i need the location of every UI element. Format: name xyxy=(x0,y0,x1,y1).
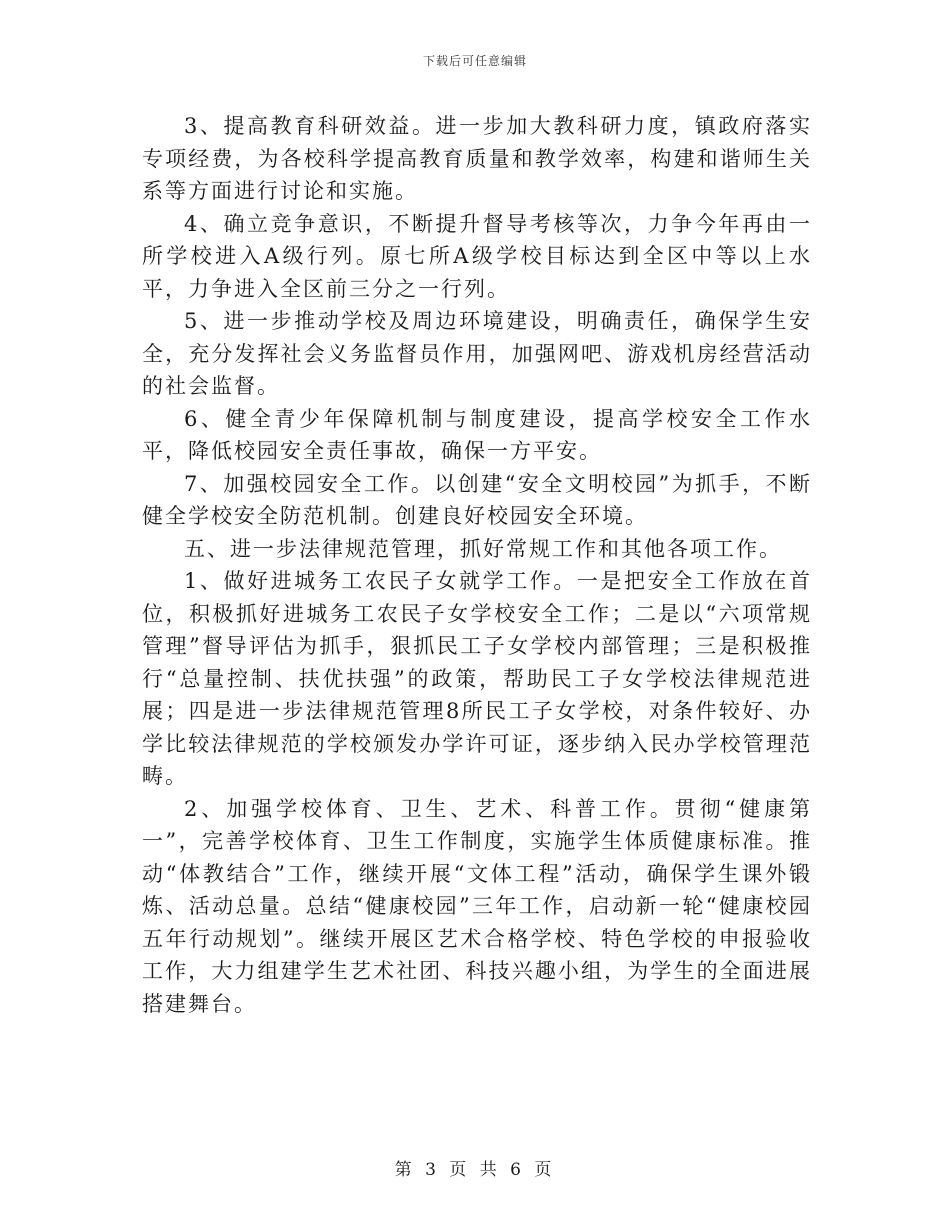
paragraph-item-6: 6、健全青少年保障机制与制度建设，提高学校安全工作水平，降低校园安全责任事故，确保一方平安。 xyxy=(142,406,812,463)
page-number-footer: 第 3 页 共 6 页 xyxy=(394,1160,556,1180)
paragraph-item-3: 3、提高教育科研效益。进一步加大教科研力度，镇政府落实专项经费，为各校科学提高教育质量和教学效率，构建和谐师生关系等方面进行讨论和实施。 xyxy=(142,114,812,203)
paragraph-item-7: 7、加强校园安全工作。以创建“安全文明校园”为抓手，不断健全学校安全防范机制。创建良好校园安全环境。 xyxy=(142,471,812,528)
paragraph-item-4: 4、确立竞争意识，不断提升督导考核等次，力争今年再由一所学校进入A级行列。原七所A级学校目标达到全区中等以上水平，力争进入全区前三分之一行列。 xyxy=(142,211,812,301)
section-heading-5: 五、进一步法律规范管理，抓好常规工作和其他各项工作。 xyxy=(184,536,782,561)
paragraph-section5-item-1: 1、做好进城务工农民子女就学工作。一是把安全工作放在首位，积极抓好进城务工农民子女学校安全工作；二是以“六项常规管理”督导评估为抓手，狠抓民工子女学校内部管理；三是积极推行“总量控制、扶优扶强”的政策，帮助民工子女学校法律规范进展；四是进一步法律规范管理8所民工子女学校，对条件较好、办学比较法律规范的学校颁发办学许可证，逐步纳入民办学校管理范畴。 xyxy=(142,569,812,788)
page-header: 下载后可任意编辑 xyxy=(422,54,527,68)
paragraph-item-5: 5、进一步推动学校及周边环境建设，明确责任，确保学生安全，充分发挥社会义务监督员作用，加强网吧、游戏机房经营活动的社会监督。 xyxy=(142,309,812,398)
paragraph-section5-item-2: 2、加强学校体育、卫生、艺术、科普工作。贯彻“健康第一”，完善学校体育、卫生工作制度，实施学生体质健康标准。推动“体教结合”工作，继续开展“文体工程”活动，确保学生课外锻炼、活动总量。总结“健康校园”三年工作，启动新一轮“健康校园五年行动规划”。继续开展区艺术合格学校、特色学校的申报验收工作，大力组建学生艺术社团、科技兴趣小组，为学生的全面进展搭建舞台。 xyxy=(142,796,812,1016)
document-body xyxy=(142,110,812,1020)
